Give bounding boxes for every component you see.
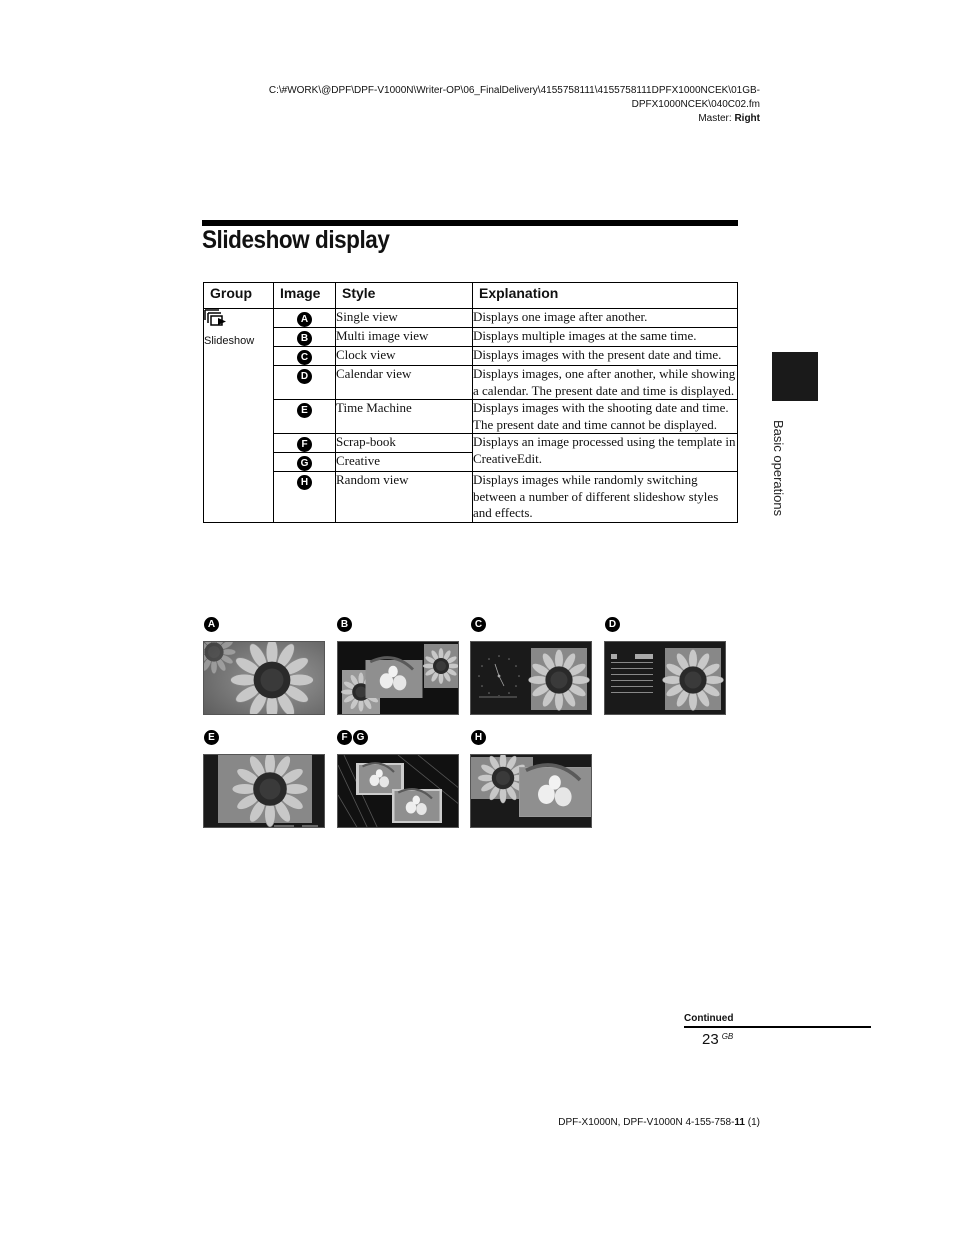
style-cell: Clock view <box>336 347 473 366</box>
style-cell: Single view <box>336 309 473 328</box>
group-cell <box>204 309 274 523</box>
badge-e: E <box>297 403 312 418</box>
badge-g: G <box>297 456 312 471</box>
thumbnail-time-machine <box>203 754 325 828</box>
header-style: Style <box>336 283 473 309</box>
section-tab-label: Basic operations <box>771 420 786 517</box>
file-path-line-1: C:\#WORK\@DPF\DPF-V1000N\Writer-OP\06_FinalDelivery\4155758111\4155758111DPFX1000NCEK\01GB- <box>268 85 760 96</box>
thumbnail-multi-image-view <box>337 641 459 715</box>
table-row <box>204 347 738 366</box>
explanation-cell: Displays multiple images at the same time. <box>473 328 738 347</box>
thumbnail-calendar-view <box>604 641 726 715</box>
explanation-cell: Displays images while randomly switching between a number of different slideshow styles and effects. <box>473 472 738 523</box>
page-title: Slideshow display <box>202 226 390 254</box>
table-row <box>204 472 738 523</box>
style-cell: Random view <box>336 472 473 523</box>
table-row <box>204 434 738 453</box>
master-line: Master: Right <box>698 113 760 124</box>
thumb-label-d: D <box>605 614 620 632</box>
footer-model-code: DPF-X1000N, DPF-V1000N 4-155-758-11 (1) <box>558 1117 760 1128</box>
table-row <box>204 400 738 434</box>
table-row <box>204 328 738 347</box>
explanation-cell: Displays images, one after another, while showing a calendar. The present date and time is displayed. <box>473 366 738 400</box>
thumb-label-b: B <box>337 614 352 632</box>
style-cell: Multi image view <box>336 328 473 347</box>
table-row <box>204 309 738 328</box>
explanation-cell: Displays images with the present date and time. <box>473 347 738 366</box>
page-suffix: GB <box>721 1032 734 1041</box>
thumb-label-e: E <box>204 727 219 745</box>
badge-d: D <box>297 369 312 384</box>
header-image: Image <box>274 283 336 309</box>
explanation-cell: Displays an image processed using the template in CreativeEdit. <box>473 434 738 472</box>
thumbnail-random-view <box>470 754 592 828</box>
thumbnail-scrapbook <box>337 754 459 828</box>
thumbnail-single-view <box>203 641 325 715</box>
table-row <box>204 366 738 400</box>
section-tab <box>772 352 818 401</box>
thumb-label-h: H <box>471 727 486 745</box>
page-number: 23 $^{GB}$ <box>702 1031 734 1048</box>
group-label: Slideshow <box>204 335 255 347</box>
explanation-cell: Displays images with the shooting date and time. The present date and time cannot be displayed. <box>473 400 738 434</box>
style-cell: Scrap-book <box>336 434 473 453</box>
thumbnail-clock-view <box>470 641 592 715</box>
continued-label: Continued <box>684 1013 734 1024</box>
slideshow-icon <box>204 309 228 327</box>
badge-a: A <box>297 312 312 327</box>
file-path-line-2: DPFX1000NCEK\040C02.fm <box>631 99 760 110</box>
header-group: Group <box>204 283 274 309</box>
badge-h: H <box>297 475 312 490</box>
badge-c: C <box>297 350 312 365</box>
badge-b: B <box>297 331 312 346</box>
slideshow-table <box>203 282 738 523</box>
explanation-cell: Displays one image after another. <box>473 309 738 328</box>
master-value: Right <box>734 113 760 124</box>
header-explanation: Explanation <box>473 283 738 309</box>
style-cell: Time Machine <box>336 400 473 434</box>
thumb-label-fg: F G <box>337 727 368 745</box>
file-path-header <box>269 84 760 126</box>
style-cell: Calendar view <box>336 366 473 400</box>
table-header-row <box>204 283 738 309</box>
badge-f: F <box>297 437 312 452</box>
continued-rule <box>684 1026 871 1028</box>
style-cell: Creative <box>336 453 473 472</box>
thumb-label-c: C <box>471 614 486 632</box>
thumb-label-a: A <box>204 614 219 632</box>
